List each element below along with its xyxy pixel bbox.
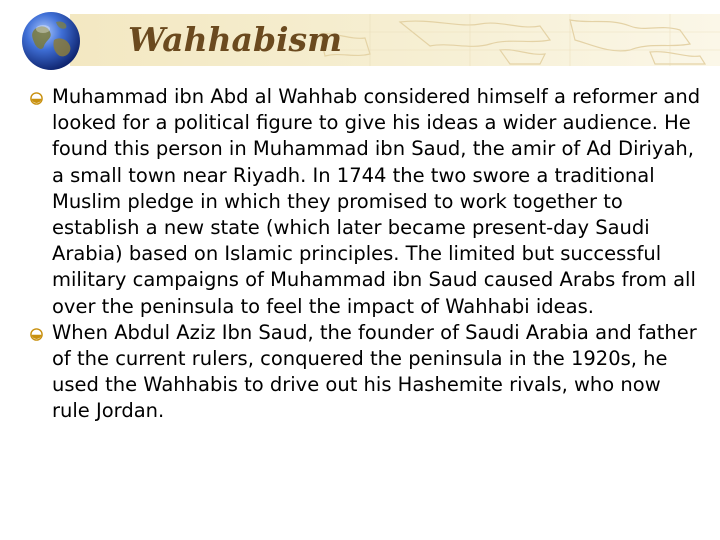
bullet-item-2 xyxy=(30,320,702,425)
bullet-text-2: When Abdul Aziz Ibn Saud, the founder of Saudi Arabia and father of the current rulers, conquered the peninsula in the 1920s, he used the Wahhabis to drive out his Hashemite rivals, who now rule Jordan. xyxy=(52,320,697,423)
bullet-item-1 xyxy=(30,84,702,320)
bullet-text-1: Muhammad ibn Abd al Wahhab considered himself a reformer and looked for a political figure to give his ideas a wider audience. He found this person in Muhammad ibn Saud, the amir of Ad Diriyah, a small town near Riyadh. In 1744 the two swore a traditional Muslim pledge in which they promised to work together to establish a new state (which later became present-day Saudi Arabia) based on Islamic principles. The limited but successful military campaigns of Muhammad ibn Saud caused Arabs from all over the peninsula to feel the impact of Wahhabi ideas. xyxy=(52,85,701,318)
bullet-icon xyxy=(30,328,43,341)
bullet-list xyxy=(30,84,702,425)
bullet-icon xyxy=(30,92,43,105)
globe-icon xyxy=(20,10,82,72)
slide-title: Wahhabism xyxy=(128,20,343,59)
title-banner xyxy=(70,14,720,66)
